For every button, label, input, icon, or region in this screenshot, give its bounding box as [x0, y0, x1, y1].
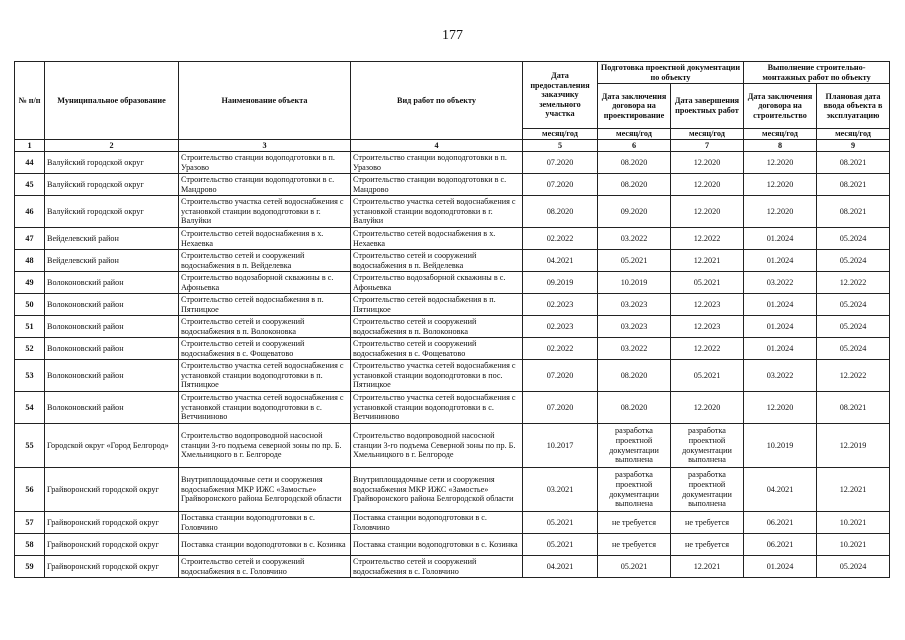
- commission-date-cell: 05.2024: [817, 338, 890, 360]
- design-contract-cell: 08.2020: [598, 360, 671, 392]
- design-complete-cell: 12.2021: [671, 250, 744, 272]
- header-municipality: Муниципальное образование: [45, 62, 179, 140]
- municipality-cell: Грайворонский городской округ: [45, 534, 179, 556]
- build-contract-cell: 01.2024: [744, 556, 817, 578]
- design-complete-cell: разработка проектной документации выполнена: [671, 468, 744, 512]
- commission-date-cell: 08.2021: [817, 174, 890, 196]
- row-number: 58: [15, 534, 45, 556]
- land-date-cell: 05.2021: [523, 534, 598, 556]
- header-unit: месяц/год: [523, 129, 598, 140]
- build-contract-cell: 01.2024: [744, 294, 817, 316]
- row-number: 44: [15, 152, 45, 174]
- commission-date-cell: 12.2021: [817, 468, 890, 512]
- table-row: [15, 152, 890, 174]
- municipality-cell: Грайворонский городской округ: [45, 468, 179, 512]
- build-contract-cell: 10.2019: [744, 424, 817, 468]
- land-date-cell: 07.2020: [523, 174, 598, 196]
- design-complete-cell: 05.2021: [671, 272, 744, 294]
- design-contract-cell: 08.2020: [598, 174, 671, 196]
- table-row: [15, 468, 890, 512]
- municipality-cell: Волоконовский район: [45, 360, 179, 392]
- commission-date-cell: 10.2021: [817, 512, 890, 534]
- table-row: [15, 360, 890, 392]
- page-number: 177: [442, 28, 463, 43]
- row-number: 56: [15, 468, 45, 512]
- header-group-design: Подготовка проектной документации по объекту: [598, 62, 744, 84]
- design-contract-cell: 05.2021: [598, 250, 671, 272]
- design-contract-cell: не требуется: [598, 512, 671, 534]
- table-row: [15, 174, 890, 196]
- design-complete-cell: 12.2022: [671, 338, 744, 360]
- index-cell: 3: [179, 140, 351, 152]
- work-type-cell: Поставка станции водоподготовки в с. Головчино: [351, 512, 523, 534]
- work-type-cell: Строительство станции водоподготовки в с. Мандрово: [351, 174, 523, 196]
- land-date-cell: 08.2020: [523, 196, 598, 228]
- design-contract-cell: 05.2021: [598, 556, 671, 578]
- header-group-construction: Выполнение строительно-монтажных работ по объекту: [744, 62, 890, 84]
- header-land-date: Дата предоставления заказчику земельного участка: [523, 62, 598, 129]
- land-date-cell: 02.2023: [523, 316, 598, 338]
- design-contract-cell: не требуется: [598, 534, 671, 556]
- commission-date-cell: 12.2022: [817, 272, 890, 294]
- table-row: [15, 316, 890, 338]
- commission-date-cell: 10.2021: [817, 534, 890, 556]
- build-contract-cell: 01.2024: [744, 228, 817, 250]
- header-unit: месяц/год: [744, 129, 817, 140]
- build-contract-cell: 01.2024: [744, 338, 817, 360]
- work-type-cell: Строительство станции водоподготовки в п. Уразово: [351, 152, 523, 174]
- row-number: 54: [15, 392, 45, 424]
- work-type-cell: Строительство сетей и сооружений водоснабжения в п. Вейделевка: [351, 250, 523, 272]
- design-contract-cell: 08.2020: [598, 152, 671, 174]
- object-name-cell: Внутриплощадочные сети и сооружения водоснабжения МКР ИЖС «Замостье» Грайворонского района Белгородской области: [179, 468, 351, 512]
- land-date-cell: 03.2021: [523, 468, 598, 512]
- table-row: [15, 228, 890, 250]
- table-row: [15, 512, 890, 534]
- row-number: 55: [15, 424, 45, 468]
- design-complete-cell: 12.2020: [671, 392, 744, 424]
- object-name-cell: Поставка станции водоподготовки в с. Головчино: [179, 512, 351, 534]
- row-number: 49: [15, 272, 45, 294]
- build-contract-cell: 01.2024: [744, 316, 817, 338]
- commission-date-cell: 08.2021: [817, 392, 890, 424]
- land-date-cell: 04.2021: [523, 250, 598, 272]
- build-contract-cell: 12.2020: [744, 174, 817, 196]
- commission-date-cell: 12.2022: [817, 360, 890, 392]
- land-date-cell: 07.2020: [523, 360, 598, 392]
- header-object: Наименование объекта: [179, 62, 351, 140]
- land-date-cell: 10.2017: [523, 424, 598, 468]
- land-date-cell: 05.2021: [523, 512, 598, 534]
- index-cell: 7: [671, 140, 744, 152]
- object-name-cell: Строительство сетей водоснабжения в п. Пятницкое: [179, 294, 351, 316]
- object-name-cell: Строительство сетей водоснабжения в х. Нехаевка: [179, 228, 351, 250]
- header-unit: месяц/год: [817, 129, 890, 140]
- build-contract-cell: 12.2020: [744, 152, 817, 174]
- land-date-cell: 02.2023: [523, 294, 598, 316]
- object-name-cell: Строительство сетей и сооружений водоснабжения в п. Волоконовка: [179, 316, 351, 338]
- commission-date-cell: 08.2021: [817, 196, 890, 228]
- row-number: 48: [15, 250, 45, 272]
- index-cell: 2: [45, 140, 179, 152]
- work-type-cell: Поставка станции водоподготовки в с. Козинка: [351, 534, 523, 556]
- land-date-cell: 07.2020: [523, 152, 598, 174]
- design-complete-cell: 12.2023: [671, 316, 744, 338]
- row-number: 59: [15, 556, 45, 578]
- municipality-cell: Валуйский городской округ: [45, 196, 179, 228]
- municipality-cell: Грайворонский городской округ: [45, 512, 179, 534]
- header-works: Вид работ по объекту: [351, 62, 523, 140]
- municipality-cell: Волоконовский район: [45, 338, 179, 360]
- header-unit: месяц/год: [598, 129, 671, 140]
- work-type-cell: Строительство участка сетей водоснабжения с установкой станции водоподготовки в пос. Пятницкое: [351, 360, 523, 392]
- build-contract-cell: 12.2020: [744, 196, 817, 228]
- municipality-cell: Волоконовский район: [45, 294, 179, 316]
- design-contract-cell: 03.2023: [598, 294, 671, 316]
- work-type-cell: Внутриплощадочные сети и сооружения водоснабжения МКР ИЖС «Замостье» Грайворонского района Белгородской области: [351, 468, 523, 512]
- table-row: [15, 424, 890, 468]
- commission-date-cell: 05.2024: [817, 294, 890, 316]
- design-complete-cell: 12.2023: [671, 294, 744, 316]
- work-type-cell: Строительство сетей и сооружений водоснабжения в с. Фощеватово: [351, 338, 523, 360]
- build-contract-cell: 04.2021: [744, 468, 817, 512]
- build-contract-cell: 03.2022: [744, 360, 817, 392]
- object-name-cell: Поставка станции водоподготовки в с. Козинка: [179, 534, 351, 556]
- design-complete-cell: не требуется: [671, 512, 744, 534]
- municipality-cell: Волоконовский район: [45, 392, 179, 424]
- municipality-cell: Грайворонский городской округ: [45, 556, 179, 578]
- header-build-contract: Дата заключения договора на строительство: [744, 84, 817, 129]
- build-contract-cell: 06.2021: [744, 512, 817, 534]
- work-type-cell: Строительство сетей и сооружений водоснабжения в с. Головчино: [351, 556, 523, 578]
- work-type-cell: Строительство водопроводной насосной станции 3-го подъема Северной зоны по пр. Б. Хмельницкого в г. Белгороде: [351, 424, 523, 468]
- row-number: 52: [15, 338, 45, 360]
- index-cell: 6: [598, 140, 671, 152]
- design-complete-cell: 12.2022: [671, 228, 744, 250]
- row-number: 51: [15, 316, 45, 338]
- table-row: [15, 392, 890, 424]
- municipality-cell: Волоконовский район: [45, 272, 179, 294]
- row-number: 57: [15, 512, 45, 534]
- land-date-cell: 07.2020: [523, 392, 598, 424]
- header-commission: Плановая дата ввода объекта в эксплуатацию: [817, 84, 890, 129]
- design-contract-cell: 09.2020: [598, 196, 671, 228]
- design-complete-cell: 12.2021: [671, 556, 744, 578]
- build-contract-cell: 12.2020: [744, 392, 817, 424]
- design-contract-cell: разработка проектной документации выполнена: [598, 424, 671, 468]
- row-number: 45: [15, 174, 45, 196]
- table-row: [15, 250, 890, 272]
- municipality-cell: Валуйский городской округ: [45, 152, 179, 174]
- object-name-cell: Строительство участка сетей водоснабжения с установкой станции водоподготовки в п. Пятницкое: [179, 360, 351, 392]
- index-cell: 4: [351, 140, 523, 152]
- table-row: [15, 534, 890, 556]
- row-number: 47: [15, 228, 45, 250]
- index-cell: 9: [817, 140, 890, 152]
- design-complete-cell: не требуется: [671, 534, 744, 556]
- header-unit: месяц/год: [671, 129, 744, 140]
- index-cell: 5: [523, 140, 598, 152]
- object-name-cell: Строительство станции водоподготовки в п. Уразово: [179, 152, 351, 174]
- row-number: 46: [15, 196, 45, 228]
- design-contract-cell: 10.2019: [598, 272, 671, 294]
- land-date-cell: 09.2019: [523, 272, 598, 294]
- design-contract-cell: 08.2020: [598, 392, 671, 424]
- municipality-cell: Городской округ «Город Белгород»: [45, 424, 179, 468]
- commission-date-cell: 05.2024: [817, 316, 890, 338]
- object-name-cell: Строительство участка сетей водоснабжения с установкой станции водоподготовки в г. Валуйки: [179, 196, 351, 228]
- work-type-cell: Строительство сетей и сооружений водоснабжения в п. Волоконовка: [351, 316, 523, 338]
- design-complete-cell: разработка проектной документации выполнена: [671, 424, 744, 468]
- municipality-cell: Вейделевский район: [45, 228, 179, 250]
- commission-date-cell: 08.2021: [817, 152, 890, 174]
- table-row: [15, 294, 890, 316]
- work-type-cell: Строительство сетей водоснабжения в х. Нехаевка: [351, 228, 523, 250]
- commission-date-cell: 05.2024: [817, 228, 890, 250]
- work-type-cell: Строительство водозаборной скважины в с. Афоньевка: [351, 272, 523, 294]
- table-row: [15, 272, 890, 294]
- index-cell: 8: [744, 140, 817, 152]
- design-contract-cell: 03.2022: [598, 338, 671, 360]
- work-type-cell: Строительство участка сетей водоснабжения с установкой станции водоподготовки в с. Ветчининово: [351, 392, 523, 424]
- schedule-table: [14, 61, 890, 578]
- design-complete-cell: 05.2021: [671, 360, 744, 392]
- design-contract-cell: 03.2023: [598, 316, 671, 338]
- design-complete-cell: 12.2020: [671, 152, 744, 174]
- land-date-cell: 02.2022: [523, 228, 598, 250]
- design-contract-cell: разработка проектной документации выполнена: [598, 468, 671, 512]
- work-type-cell: Строительство сетей водоснабжения в п. Пятницкое: [351, 294, 523, 316]
- object-name-cell: Строительство сетей и сооружений водоснабжения в с. Головчино: [179, 556, 351, 578]
- object-name-cell: Строительство участка сетей водоснабжения с установкой станции водоподготовки в с. Ветчининово: [179, 392, 351, 424]
- commission-date-cell: 12.2019: [817, 424, 890, 468]
- commission-date-cell: 05.2024: [817, 250, 890, 272]
- object-name-cell: Строительство станции водоподготовки в с. Мандрово: [179, 174, 351, 196]
- build-contract-cell: 03.2022: [744, 272, 817, 294]
- header-design-contract: Дата заключения договора на проектирование: [598, 84, 671, 129]
- row-number: 50: [15, 294, 45, 316]
- index-cell: 1: [15, 140, 45, 152]
- design-contract-cell: 03.2022: [598, 228, 671, 250]
- object-name-cell: Строительство сетей и сооружений водоснабжения в с. Фощеватово: [179, 338, 351, 360]
- header-num: № п/п: [15, 62, 45, 140]
- object-name-cell: Строительство водозаборной скважины в с. Афоньевка: [179, 272, 351, 294]
- header-design-complete: Дата завершения проектных работ: [671, 84, 744, 129]
- work-type-cell: Строительство участка сетей водоснабжения с установкой станции водоподготовки в г. Валуйки: [351, 196, 523, 228]
- table-row: [15, 196, 890, 228]
- land-date-cell: 02.2022: [523, 338, 598, 360]
- table-row: [15, 556, 890, 578]
- object-name-cell: Строительство сетей и сооружений водоснабжения в п. Вейделевка: [179, 250, 351, 272]
- design-complete-cell: 12.2020: [671, 196, 744, 228]
- municipality-cell: Волоконовский район: [45, 316, 179, 338]
- table-row: [15, 338, 890, 360]
- municipality-cell: Вейделевский район: [45, 250, 179, 272]
- land-date-cell: 04.2021: [523, 556, 598, 578]
- commission-date-cell: 05.2024: [817, 556, 890, 578]
- row-number: 53: [15, 360, 45, 392]
- build-contract-cell: 06.2021: [744, 534, 817, 556]
- object-name-cell: Строительство водопроводной насосной станции 3-го подъема северной зоны по пр. Б. Хмельницкого в г. Белгороде: [179, 424, 351, 468]
- municipality-cell: Валуйский городской округ: [45, 174, 179, 196]
- design-complete-cell: 12.2020: [671, 174, 744, 196]
- build-contract-cell: 01.2024: [744, 250, 817, 272]
